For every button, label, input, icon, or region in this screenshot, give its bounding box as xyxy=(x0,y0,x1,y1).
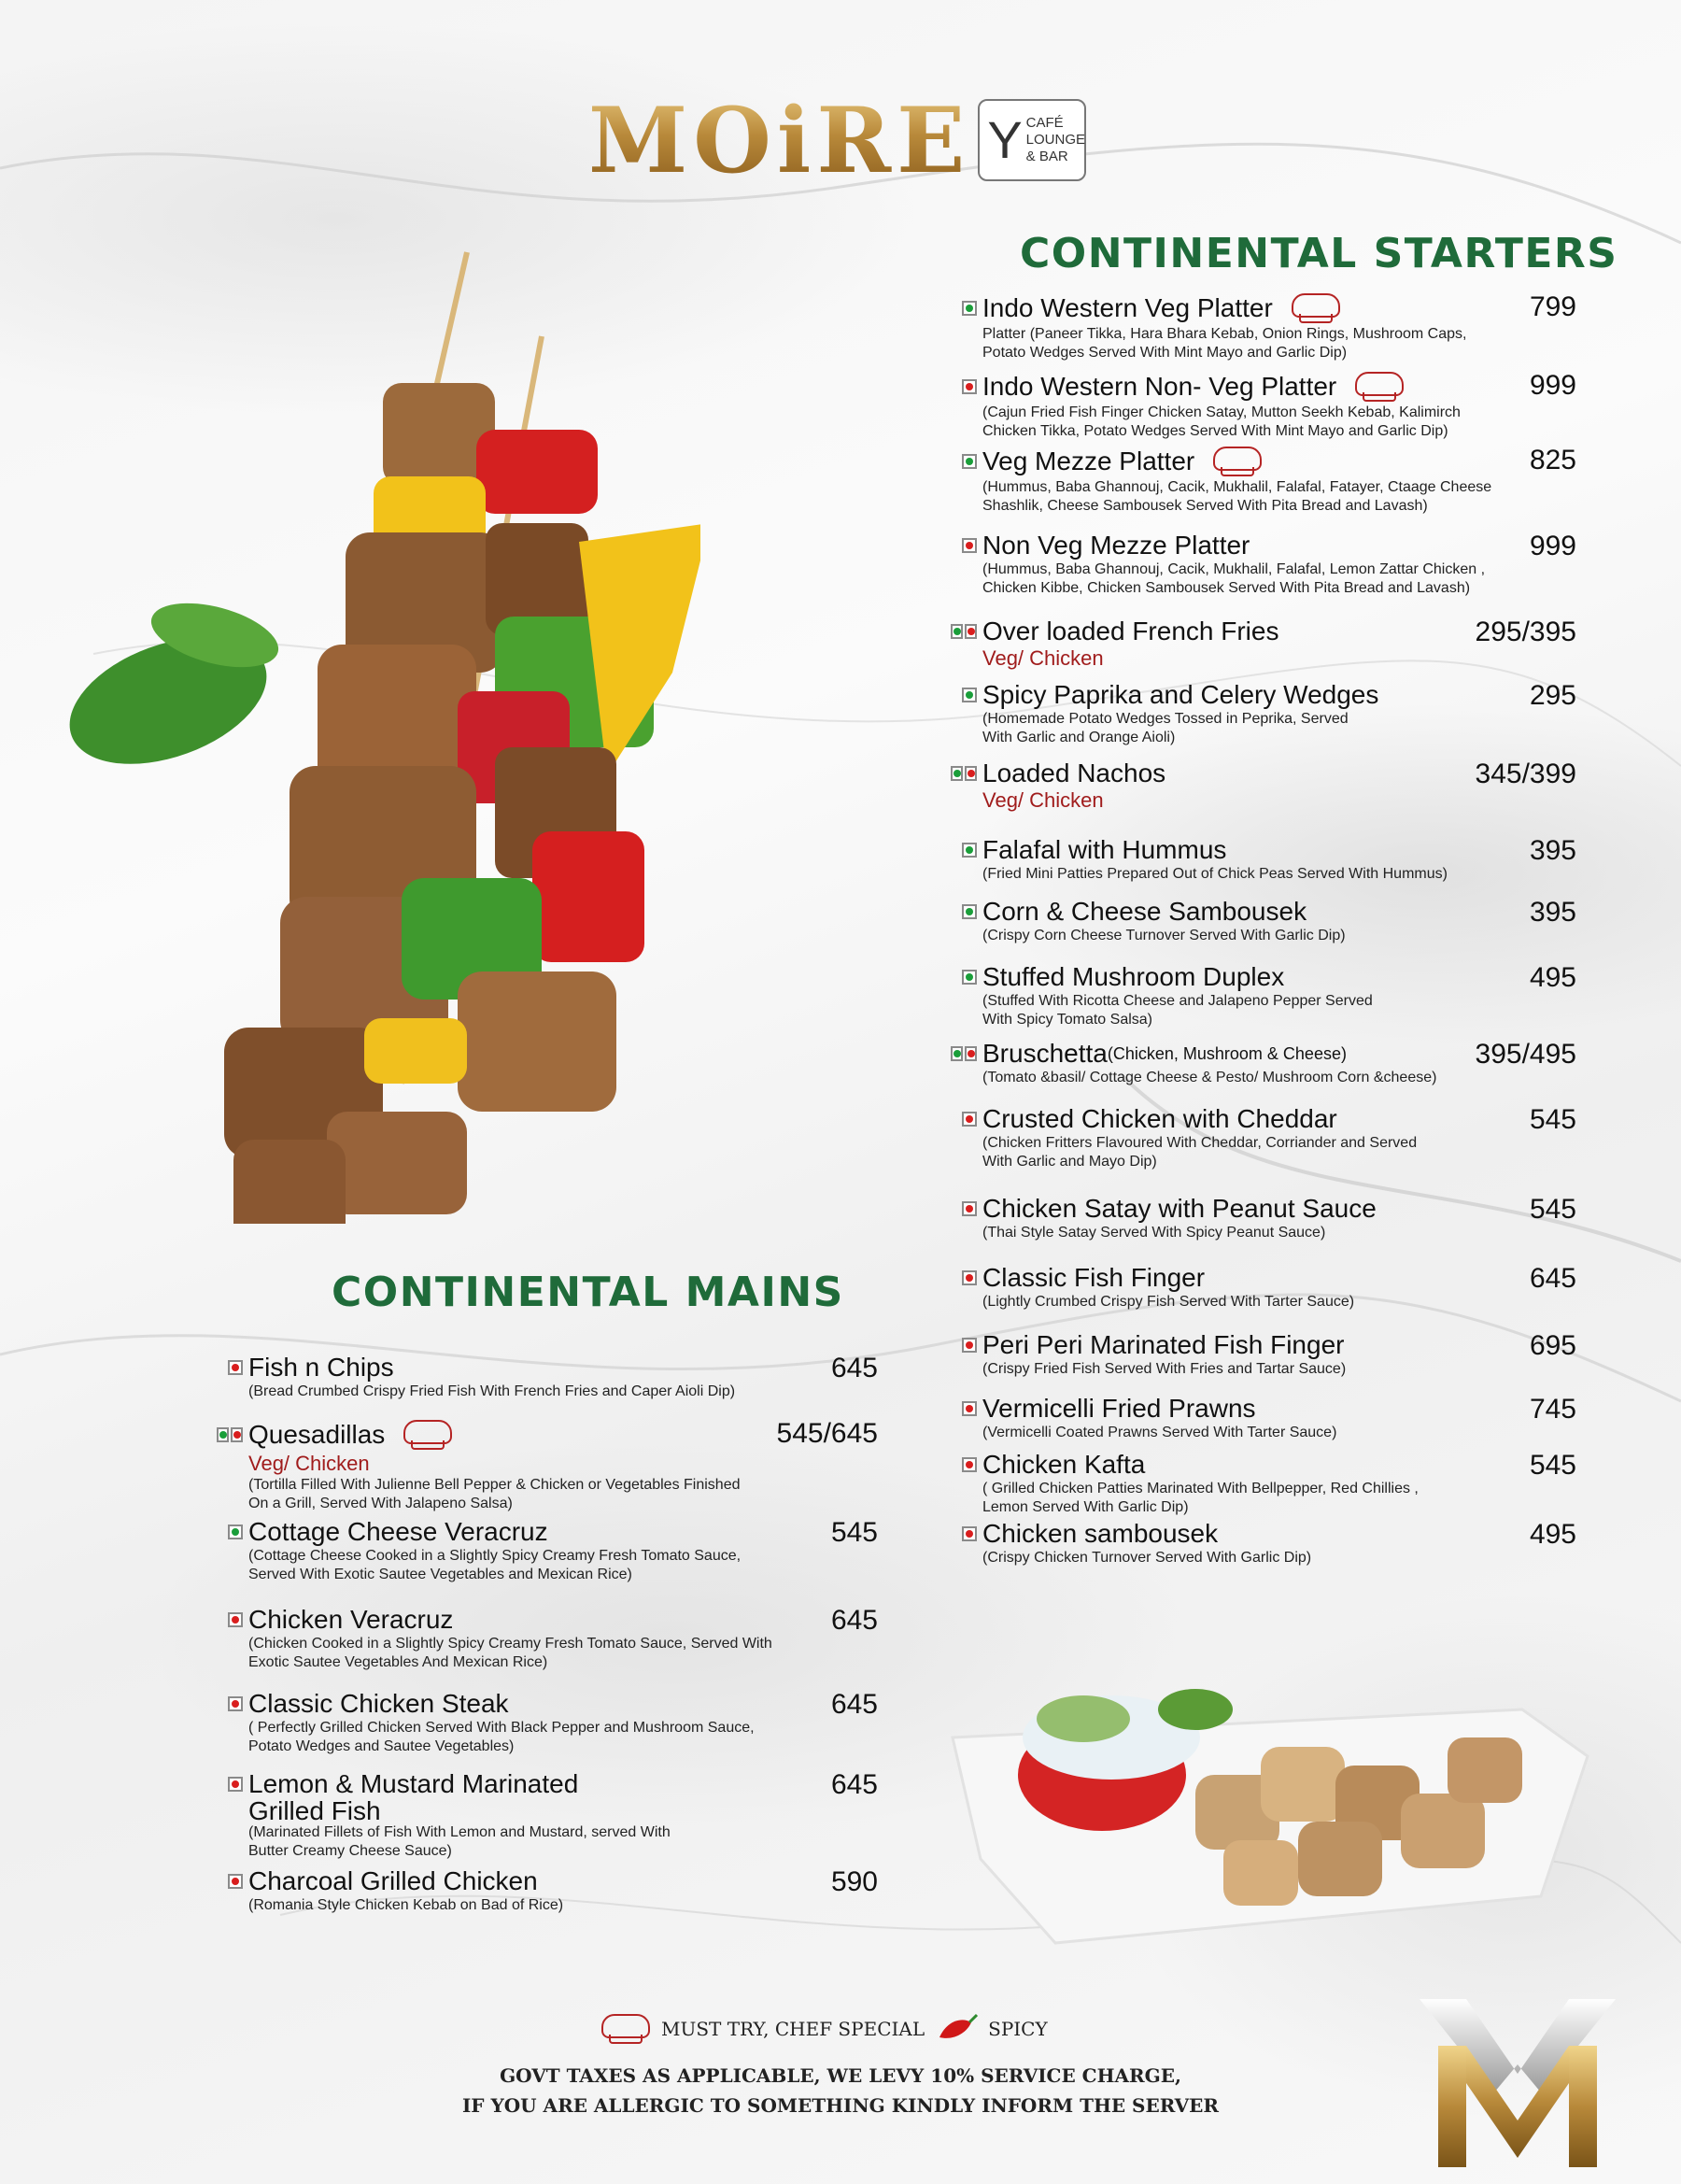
menu-item xyxy=(951,617,1576,671)
item-price: 395/495 xyxy=(1475,1039,1576,1070)
menu-item xyxy=(951,531,1576,598)
menu-item xyxy=(217,1517,878,1584)
item-price: 545 xyxy=(830,1517,878,1548)
brand-badge xyxy=(978,99,1086,181)
nonveg-symbol-icon xyxy=(962,1457,977,1472)
item-name: Chicken sambousek xyxy=(982,1519,1219,1548)
item-variant: Veg/ Chicken xyxy=(248,1452,370,1475)
item-price: 295 xyxy=(1529,680,1576,711)
item-name: Lemon & Mustard Marinated xyxy=(248,1769,579,1798)
chili-pepper-icon xyxy=(934,2013,979,2045)
chicken-plate-photo xyxy=(943,1653,1597,1962)
item-price: 295/395 xyxy=(1475,617,1576,647)
item-description: ( Grilled Chicken Patties Marinated With Bellpepper, Red Chillies , xyxy=(982,1481,1419,1496)
footer-allergy-note: IF YOU ARE ALLERGIC TO SOMETHING KINDLY INFORM THE SERVER xyxy=(461,2094,1220,2117)
diet-marks xyxy=(951,1046,982,1061)
chef-hat-icon xyxy=(1351,370,1406,404)
nonveg-symbol-icon xyxy=(228,1777,243,1792)
veg-symbol-icon xyxy=(962,970,977,985)
badge-line-bar: & BAR xyxy=(1025,149,1068,164)
item-name: Vermicelli Fried Prawns xyxy=(982,1394,1256,1423)
monogram-logo xyxy=(1410,1990,1625,2177)
diet-marks xyxy=(951,454,982,469)
item-description: Served With Exotic Sautee Vegetables and Mexican Rice) xyxy=(248,1567,632,1582)
item-description: (Chicken Fritters Flavoured With Cheddar, Corriander and Served xyxy=(982,1135,1418,1151)
item-description: (Lightly Crumbed Crispy Fish Served With Tarter Sauce) xyxy=(982,1294,1355,1310)
item-price: 495 xyxy=(1529,1519,1576,1550)
diet-marks xyxy=(951,766,982,781)
veg-symbol-icon xyxy=(951,1046,963,1061)
item-price: 745 xyxy=(1529,1394,1576,1425)
item-name: Stuffed Mushroom Duplex xyxy=(982,962,1285,991)
item-price: 395 xyxy=(1529,835,1576,866)
nonveg-symbol-icon xyxy=(962,1201,977,1216)
item-price: 345/399 xyxy=(1475,759,1576,789)
item-price: 545/645 xyxy=(776,1418,878,1449)
diet-marks xyxy=(217,1612,248,1627)
diet-marks xyxy=(217,1874,248,1889)
item-name: Chicken Satay with Peanut Sauce xyxy=(982,1194,1377,1223)
menu-item xyxy=(951,1450,1576,1517)
item-price: 645 xyxy=(830,1605,878,1636)
nonveg-symbol-icon xyxy=(965,766,977,781)
item-variant: Veg/ Chicken xyxy=(982,646,1104,670)
item-description: (Homemade Potato Wedges Tossed in Peprika, Served xyxy=(982,711,1349,727)
brand-badge-text xyxy=(1026,115,1085,165)
item-description: Platter (Paneer Tikka, Hara Bhara Kebab, Onion Rings, Mushroom Caps, xyxy=(982,326,1467,342)
item-description: (Tortilla Filled With Julienne Bell Pepper & Chicken or Vegetables Finished xyxy=(248,1477,741,1493)
item-description: Potato Wedges and Sautee Vegetables) xyxy=(248,1738,515,1754)
item-name: Loaded Nachos xyxy=(982,759,1166,787)
diet-marks xyxy=(217,1696,248,1711)
item-description: (Hummus, Baba Ghannouj, Cacik, Mukhalil, Falafal, Fatayer, Ctaage Cheese xyxy=(982,479,1492,495)
item-name: Charcoal Grilled Chicken xyxy=(248,1866,538,1895)
item-price: 495 xyxy=(1529,962,1576,993)
menu-item xyxy=(217,1769,878,1861)
item-description: ( Perfectly Grilled Chicken Served With Black Pepper and Mushroom Sauce, xyxy=(248,1720,755,1736)
legend xyxy=(598,2012,1048,2046)
nonveg-symbol-icon xyxy=(228,1612,243,1627)
item-price: 590 xyxy=(830,1866,878,1897)
legend-chef-label: MUST TRY, CHEF SPECIAL xyxy=(661,2018,925,2040)
item-price: 545 xyxy=(1529,1450,1576,1481)
diet-marks xyxy=(217,1525,248,1539)
item-price: 825 xyxy=(1529,445,1576,475)
item-description: With Garlic and Mayo Dip) xyxy=(982,1154,1157,1170)
mains-title: CONTINENTAL MAINS xyxy=(332,1269,844,1316)
nonveg-symbol-icon xyxy=(228,1874,243,1889)
badge-line-cafe: CAFÉ xyxy=(1025,115,1064,131)
veg-symbol-icon xyxy=(217,1427,229,1442)
item-description: With Spicy Tomato Salsa) xyxy=(982,1012,1152,1028)
diet-marks xyxy=(951,301,982,316)
item-description: Exotic Sautee Vegetables And Mexican Rice) xyxy=(248,1654,548,1670)
item-price: 695 xyxy=(1529,1330,1576,1361)
diet-marks xyxy=(951,379,982,394)
menu-item xyxy=(951,1039,1576,1087)
diet-marks xyxy=(951,1112,982,1127)
nonveg-symbol-icon xyxy=(965,624,977,639)
menu-item xyxy=(951,370,1576,441)
item-name: Indo Western Non- Veg Platter xyxy=(982,372,1337,401)
item-description: With Garlic and Orange Aioli) xyxy=(982,730,1176,745)
badge-line-lounge: LOUNGE xyxy=(1025,132,1086,148)
item-price: 799 xyxy=(1529,291,1576,322)
item-name: Over loaded French Fries xyxy=(982,617,1279,645)
item-description: (Vermicelli Coated Prawns Served With Tarter Sauce) xyxy=(982,1425,1337,1440)
chef-hat-icon xyxy=(1209,445,1264,478)
item-name: Chicken Veracruz xyxy=(248,1605,454,1634)
item-price: 999 xyxy=(1529,370,1576,401)
menu-item xyxy=(951,1194,1576,1242)
item-description: (Cottage Cheese Cooked in a Slightly Spicy Creamy Fresh Tomato Sauce, xyxy=(248,1548,742,1564)
item-name: Corn & Cheese Sambousek xyxy=(982,897,1307,926)
item-name: Fish n Chips xyxy=(248,1353,394,1382)
item-description: (Cajun Fried Fish Finger Chicken Satay, Mutton Seekh Kebab, Kalimirch xyxy=(982,404,1461,420)
chef-hat-icon xyxy=(598,2012,652,2046)
diet-marks xyxy=(951,1201,982,1216)
diet-marks xyxy=(951,904,982,919)
item-description: On a Grill, Served With Jalapeno Salsa) xyxy=(248,1496,513,1511)
diet-marks xyxy=(217,1427,248,1442)
menu-item xyxy=(951,680,1576,747)
item-price: 645 xyxy=(1529,1263,1576,1294)
nonveg-symbol-icon xyxy=(962,538,977,553)
nonveg-symbol-icon xyxy=(965,1046,977,1061)
veg-symbol-icon xyxy=(962,688,977,702)
item-description: (Chicken Cooked in a Slightly Spicy Creamy Fresh Tomato Sauce, Served With xyxy=(248,1636,772,1652)
item-description: Chicken Tikka, Potato Wedges Served With Mint Mayo and Garlic Dip) xyxy=(982,423,1448,439)
menu-item xyxy=(217,1418,878,1513)
menu-item xyxy=(217,1353,878,1401)
brand-logo xyxy=(588,87,1086,193)
nonveg-symbol-icon xyxy=(962,1401,977,1416)
veg-symbol-icon xyxy=(951,624,963,639)
item-name: Spicy Paprika and Celery Wedges xyxy=(982,680,1379,709)
starters-title: CONTINENTAL STARTERS xyxy=(1020,230,1618,277)
menu-item xyxy=(951,1394,1576,1442)
item-description: Chicken Kibbe, Chicken Sambousek Served With Pita Bread and Lavash) xyxy=(982,580,1471,596)
item-variant: Veg/ Chicken xyxy=(982,788,1104,812)
nonveg-symbol-icon xyxy=(962,1338,977,1353)
item-name: Classic Fish Finger xyxy=(982,1263,1206,1292)
diet-marks xyxy=(951,1338,982,1353)
item-name: Bruschetta xyxy=(982,1039,1108,1068)
menu-item xyxy=(951,835,1576,884)
menu-item xyxy=(951,1104,1576,1171)
nonveg-symbol-icon xyxy=(962,1526,977,1541)
cocktail-glass-icon: Y xyxy=(987,110,1023,169)
diet-marks xyxy=(951,1270,982,1285)
nonveg-symbol-icon xyxy=(962,1270,977,1285)
diet-marks xyxy=(951,1401,982,1416)
nonveg-symbol-icon xyxy=(228,1696,243,1711)
item-name: Indo Western Veg Platter xyxy=(982,293,1273,322)
diet-marks xyxy=(951,1526,982,1541)
item-name: Peri Peri Marinated Fish Finger xyxy=(982,1330,1345,1359)
item-name: Classic Chicken Steak xyxy=(248,1689,509,1718)
menu-item xyxy=(951,759,1576,813)
kebab-skewer-photo xyxy=(65,243,700,1224)
menu-item xyxy=(951,1263,1576,1312)
veg-symbol-icon xyxy=(962,454,977,469)
menu-item xyxy=(951,1330,1576,1379)
item-description: (Bread Crumbed Crispy Fried Fish With French Fries and Caper Aioli Dip) xyxy=(248,1383,736,1399)
veg-symbol-icon xyxy=(962,843,977,858)
diet-marks xyxy=(951,624,982,639)
item-description: (Fried Mini Patties Prepared Out of Chick Peas Served With Hummus) xyxy=(982,866,1448,882)
item-description: Shashlik, Cheese Sambousek Served With Pita Bread and Lavash) xyxy=(982,498,1428,514)
veg-symbol-icon xyxy=(228,1525,243,1539)
item-description: (Romania Style Chicken Kebab on Bad of Rice) xyxy=(248,1897,564,1913)
nonveg-symbol-icon xyxy=(962,1112,977,1127)
brand-wordmark: MOiRE xyxy=(588,87,971,193)
item-name: Veg Mezze Platter xyxy=(982,447,1195,475)
item-name-line2: Grilled Fish xyxy=(248,1796,381,1825)
item-description: (Crispy Fried Fish Served With Fries and Tartar Sauce) xyxy=(982,1361,1347,1377)
item-description: (Hummus, Baba Ghannouj, Cacik, Mukhalil, Falafal, Lemon Zattar Chicken , xyxy=(982,561,1486,577)
diet-marks xyxy=(217,1360,248,1375)
menu-item xyxy=(951,962,1576,1029)
menu-item xyxy=(217,1605,878,1672)
item-price: 645 xyxy=(830,1769,878,1800)
item-name: Cottage Cheese Veracruz xyxy=(248,1517,548,1546)
veg-symbol-icon xyxy=(962,904,977,919)
veg-symbol-icon xyxy=(951,766,963,781)
item-description: (Thai Style Satay Served With Spicy Peanut Sauce) xyxy=(982,1225,1326,1241)
item-name: Falafal with Hummus xyxy=(982,835,1227,864)
item-price: 645 xyxy=(830,1353,878,1383)
item-price: 545 xyxy=(1529,1104,1576,1135)
menu-item xyxy=(951,1519,1576,1567)
item-description: Lemon Served With Garlic Dip) xyxy=(982,1499,1189,1515)
item-price: 999 xyxy=(1529,531,1576,561)
footer-tax-note: GOVT TAXES AS APPLICABLE, WE LEVY 10% SERVICE CHARGE, xyxy=(500,2064,1181,2087)
item-description: (Crispy Chicken Turnover Served With Garlic Dip) xyxy=(982,1550,1312,1566)
menu-item xyxy=(217,1866,878,1915)
nonveg-symbol-icon xyxy=(228,1360,243,1375)
item-name: Crusted Chicken with Cheddar xyxy=(982,1104,1337,1133)
diet-marks xyxy=(951,1457,982,1472)
item-description: (Crispy Corn Cheese Turnover Served With Garlic Dip) xyxy=(982,928,1346,943)
menu-item xyxy=(951,445,1576,516)
nonveg-symbol-icon xyxy=(231,1427,243,1442)
diet-marks xyxy=(951,538,982,553)
veg-symbol-icon xyxy=(962,301,977,316)
item-description: (Stuffed With Ricotta Cheese and Jalapeno Pepper Served xyxy=(982,993,1373,1009)
item-description: (Marinated Fillets of Fish With Lemon and Mustard, served With xyxy=(248,1824,671,1840)
item-name: Chicken Kafta xyxy=(982,1450,1146,1479)
nonveg-symbol-icon xyxy=(962,379,977,394)
item-price: 395 xyxy=(1529,897,1576,928)
legend-spicy-label: SPICY xyxy=(988,2018,1048,2040)
diet-marks xyxy=(951,688,982,702)
item-description: Potato Wedges Served With Mint Mayo and Garlic Dip) xyxy=(982,345,1348,361)
item-description: Butter Creamy Cheese Sauce) xyxy=(248,1843,452,1859)
menu-item xyxy=(951,291,1576,362)
diet-marks xyxy=(951,970,982,985)
item-name: Quesadillas xyxy=(248,1420,386,1449)
diet-marks xyxy=(217,1777,248,1792)
diet-marks xyxy=(951,843,982,858)
item-description: (Tomato &basil/ Cottage Cheese & Pesto/ Mushroom Corn &cheese) xyxy=(982,1070,1437,1085)
item-name: Non Veg Mezze Platter xyxy=(982,531,1250,560)
chef-hat-icon xyxy=(400,1418,454,1452)
item-price: 545 xyxy=(1529,1194,1576,1225)
menu-item xyxy=(217,1689,878,1756)
item-name-note: (Chicken, Mushroom & Cheese) xyxy=(1107,1043,1347,1063)
menu-item xyxy=(951,897,1576,945)
chef-hat-icon xyxy=(1288,291,1342,325)
item-price: 645 xyxy=(830,1689,878,1720)
